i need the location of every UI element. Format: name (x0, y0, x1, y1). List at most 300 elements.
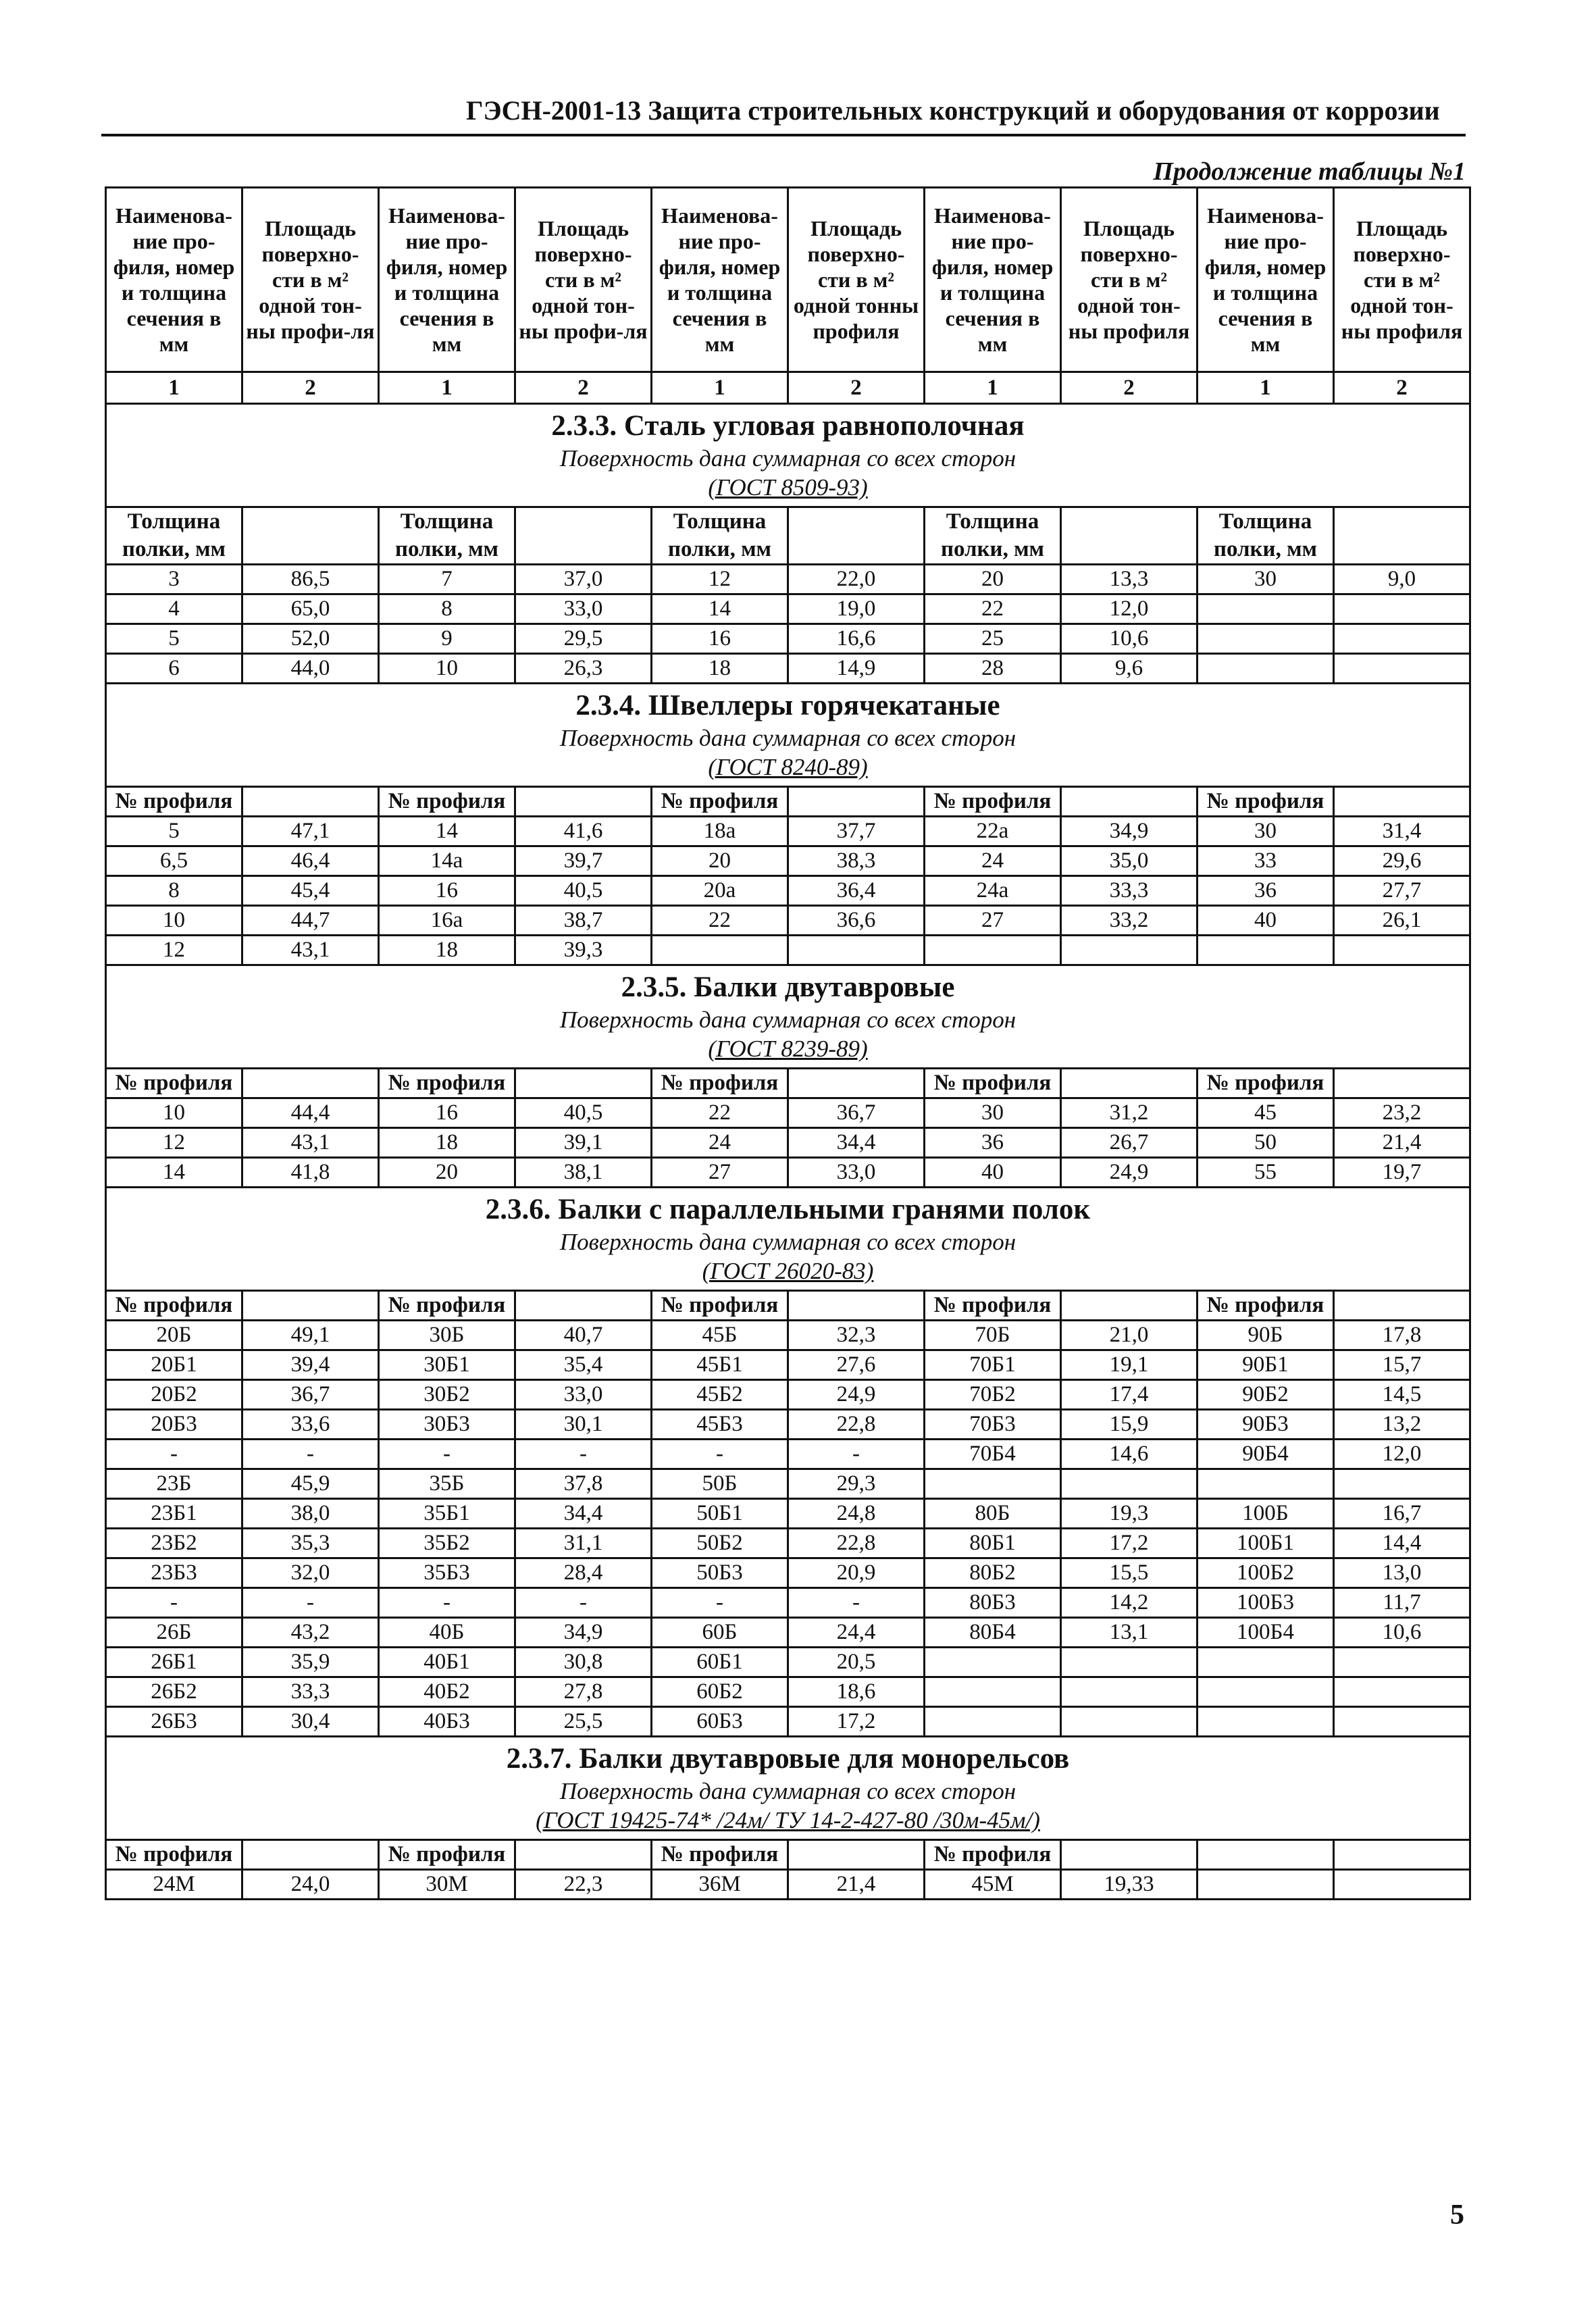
profile-cell: 30Б (379, 1321, 515, 1350)
profile-cell: 3 (106, 565, 242, 594)
label-cell: Толщина полки, мм (379, 507, 515, 565)
area-cell: 21,4 (788, 1870, 925, 1900)
profile-cell: 40Б3 (379, 1707, 515, 1737)
profile-cell: 14 (652, 594, 788, 624)
profile-cell: 18а (652, 817, 788, 846)
profile-cell: 12 (106, 936, 242, 965)
empty-cell (242, 1840, 379, 1870)
profile-cell: 80Б2 (925, 1558, 1061, 1588)
label-cell: № профиля (1198, 1069, 1334, 1098)
empty-cell (1061, 507, 1198, 565)
area-cell: 36,6 (788, 906, 925, 936)
profile-cell: 45Б3 (652, 1410, 788, 1440)
profile-cell: 22а (925, 817, 1061, 846)
area-cell: 45,9 (242, 1469, 379, 1499)
section-gost: (ГОСТ 8509-93) (708, 474, 868, 501)
table-row (106, 876, 1470, 906)
area-cell: 35,9 (242, 1648, 379, 1677)
profile-cell: 100Б (1198, 1499, 1334, 1529)
table-row (106, 1350, 1470, 1380)
empty-cell (788, 1840, 925, 1870)
area-cell: 24,0 (242, 1870, 379, 1900)
profile-cell: 23Б2 (106, 1529, 242, 1558)
area-cell: 29,5 (515, 624, 652, 654)
profile-cell: 40Б2 (379, 1677, 515, 1707)
profile-cell: 45Б1 (652, 1350, 788, 1380)
section-note: Поверхность дана суммарная со всех сторон (559, 1007, 1016, 1033)
profile-cell: 100Б1 (1198, 1529, 1334, 1558)
profile-cell: 27 (652, 1158, 788, 1188)
profile-cell: 23Б (106, 1469, 242, 1499)
section-heading (106, 965, 1470, 1069)
profile-cell: 24 (652, 1128, 788, 1158)
area-cell: 37,0 (515, 565, 652, 594)
profile-cell: 20 (652, 846, 788, 876)
table-row (106, 1499, 1470, 1529)
profile-cell: 4 (106, 594, 242, 624)
profile-cell: - (106, 1440, 242, 1469)
table-header-row (106, 188, 1470, 372)
area-cell: 86,5 (242, 565, 379, 594)
column-header: Наименова-ние про-филя, номер и толщина сечения в мм (652, 188, 788, 372)
section-title: 2.3.5. Балки двутавровые (621, 971, 955, 1003)
area-cell: 19,7 (1334, 1158, 1470, 1188)
area-cell (1334, 1469, 1470, 1499)
label-cell: № профиля (379, 1069, 515, 1098)
profile-cell (1198, 624, 1334, 654)
area-cell (1334, 1677, 1470, 1707)
profile-cell: 5 (106, 817, 242, 846)
area-cell: 21,0 (1061, 1321, 1198, 1350)
empty-cell (515, 507, 652, 565)
area-cell: 38,3 (788, 846, 925, 876)
column-header: Наименова-ние про-филя, номер и толщина сечения в мм (106, 188, 242, 372)
profile-cell: 50Б (652, 1469, 788, 1499)
area-cell (1061, 1648, 1198, 1677)
area-cell: 44,0 (242, 654, 379, 684)
column-number: 1 (106, 372, 242, 404)
table-row (106, 1529, 1470, 1558)
empty-cell (515, 787, 652, 817)
label-cell: № профиля (1198, 1291, 1334, 1321)
area-cell: 43,2 (242, 1618, 379, 1648)
table-row (106, 1707, 1470, 1737)
table-row (106, 565, 1470, 594)
profile-cell (925, 1469, 1061, 1499)
area-cell: 14,6 (1061, 1440, 1198, 1469)
area-cell: 39,3 (515, 936, 652, 965)
profile-cell: 60Б2 (652, 1677, 788, 1707)
profile-cell: 23Б3 (106, 1558, 242, 1588)
table-row (106, 817, 1470, 846)
area-cell: 43,1 (242, 1128, 379, 1158)
profile-cell: 60Б1 (652, 1648, 788, 1677)
profile-cell: 10 (379, 654, 515, 684)
table-row (106, 594, 1470, 624)
label-cell: Толщина полки, мм (652, 507, 788, 565)
area-cell: 25,5 (515, 1707, 652, 1737)
profile-cell: 22 (652, 906, 788, 936)
section-title: 2.3.3. Сталь угловая равнополочная (551, 410, 1025, 442)
area-cell: 36,7 (788, 1098, 925, 1128)
empty-cell (515, 1291, 652, 1321)
column-number: 2 (1061, 372, 1198, 404)
label-cell: № профиля (652, 1840, 788, 1870)
area-cell: 14,4 (1334, 1529, 1470, 1558)
profile-cell: - (652, 1588, 788, 1618)
profile-cell: 90Б (1198, 1321, 1334, 1350)
area-cell: 23,2 (1334, 1098, 1470, 1128)
profile-cell: 26Б3 (106, 1707, 242, 1737)
section-gost: (ГОСТ 8240-89) (708, 754, 868, 780)
area-cell: 21,4 (1334, 1128, 1470, 1158)
label-cell (1198, 1840, 1334, 1870)
column-header: Наименова-ние про-филя, номер и толщина сечения в мм (1198, 188, 1334, 372)
profile-cell: 7 (379, 565, 515, 594)
area-cell (1334, 654, 1470, 684)
table-row (106, 1677, 1470, 1707)
column-number: 2 (1334, 372, 1470, 404)
empty-cell (1061, 1069, 1198, 1098)
table-row (106, 1380, 1470, 1410)
table-continuation-label: Продолжение таблицы №1 (1153, 157, 1466, 186)
column-number-row (106, 372, 1470, 404)
area-cell: 32,0 (242, 1558, 379, 1588)
table-row (106, 1321, 1470, 1350)
header-rule (101, 134, 1466, 136)
profile-cell: 80Б (925, 1499, 1061, 1529)
area-cell: 22,8 (788, 1410, 925, 1440)
area-cell: 40,5 (515, 1098, 652, 1128)
profile-cell: 90Б4 (1198, 1440, 1334, 1469)
area-cell: 44,7 (242, 906, 379, 936)
area-cell: 38,0 (242, 1499, 379, 1529)
area-cell: 40,7 (515, 1321, 652, 1350)
area-cell: 20,9 (788, 1558, 925, 1588)
table-row (106, 906, 1470, 936)
profile-cell (1198, 936, 1334, 965)
profile-cell: 24 (925, 846, 1061, 876)
area-cell: 24,9 (1061, 1158, 1198, 1188)
area-cell: 29,3 (788, 1469, 925, 1499)
profile-cell: 45 (1198, 1098, 1334, 1128)
label-cell: Толщина полки, мм (106, 507, 242, 565)
column-number: 1 (652, 372, 788, 404)
column-header: Наименова-ние про-филя, номер и толщина сечения в мм (925, 188, 1061, 372)
profile-cell: 100Б4 (1198, 1618, 1334, 1648)
empty-cell (788, 1069, 925, 1098)
area-cell: 15,5 (1061, 1558, 1198, 1588)
label-cell: № профиля (925, 1069, 1061, 1098)
profile-cell (1198, 1870, 1334, 1900)
profile-cell: 20 (379, 1158, 515, 1188)
area-cell: 52,0 (242, 624, 379, 654)
profile-cell: 80Б1 (925, 1529, 1061, 1558)
profile-cell: 90Б2 (1198, 1380, 1334, 1410)
profile-cell (1198, 1707, 1334, 1737)
profile-cell: 8 (106, 876, 242, 906)
area-cell: 14,9 (788, 654, 925, 684)
area-cell: 10,6 (1061, 624, 1198, 654)
profile-cell: 80Б4 (925, 1618, 1061, 1648)
column-header: Площадь поверхно-сти в м² одной тон-ны профи-ля (242, 188, 379, 372)
area-cell: 33,6 (242, 1410, 379, 1440)
page-number: 5 (1450, 2200, 1464, 2231)
label-cell: № профиля (379, 1291, 515, 1321)
empty-cell (1061, 1291, 1198, 1321)
column-number: 2 (515, 372, 652, 404)
profile-cell: 45М (925, 1870, 1061, 1900)
column-header: Площадь поверхно-сти в м² одной тон-ны профиля (1061, 188, 1198, 372)
area-cell: 37,8 (515, 1469, 652, 1499)
area-cell: 19,33 (1061, 1870, 1198, 1900)
table-row (106, 1469, 1470, 1499)
profile-cell: 26Б (106, 1618, 242, 1648)
label-row (106, 507, 1470, 565)
area-cell: 33,3 (1061, 876, 1198, 906)
label-cell: № профиля (925, 787, 1061, 817)
section-gost: (ГОСТ 19425-74* /24м/ ТУ 14-2-427-80 /30м-45м/) (536, 1807, 1040, 1833)
area-cell: 41,6 (515, 817, 652, 846)
profile-cell: 20 (925, 565, 1061, 594)
column-header: Площадь поверхно-сти в м² одной тон-ны профи-ля (515, 188, 652, 372)
profile-cell: 28 (925, 654, 1061, 684)
area-cell: 13,3 (1061, 565, 1198, 594)
profile-cell: 35Б2 (379, 1529, 515, 1558)
area-cell: 14,5 (1334, 1380, 1470, 1410)
column-number: 1 (1198, 372, 1334, 404)
table-row (106, 624, 1470, 654)
profile-cell: 30 (1198, 565, 1334, 594)
profile-surface-table (105, 186, 1471, 1900)
profile-cell: 90Б1 (1198, 1350, 1334, 1380)
area-cell: 15,7 (1334, 1350, 1470, 1380)
profile-cell: 20а (652, 876, 788, 906)
profile-cell: 14а (379, 846, 515, 876)
area-cell: 26,7 (1061, 1128, 1198, 1158)
label-cell: № профиля (106, 1069, 242, 1098)
section-note: Поверхность дана суммарная со всех сторон (559, 445, 1016, 472)
area-cell: - (788, 1588, 925, 1618)
profile-cell: 12 (106, 1128, 242, 1158)
area-cell: 29,6 (1334, 846, 1470, 876)
area-cell: 14,2 (1061, 1588, 1198, 1618)
profile-cell: 90Б3 (1198, 1410, 1334, 1440)
table-row (106, 846, 1470, 876)
area-cell (1334, 624, 1470, 654)
area-cell: 22,0 (788, 565, 925, 594)
area-cell: 33,0 (515, 1380, 652, 1410)
profile-cell (925, 936, 1061, 965)
profile-cell: 16 (379, 876, 515, 906)
empty-cell (1061, 787, 1198, 817)
section-title-row (106, 1737, 1470, 1840)
label-cell: № профиля (925, 1291, 1061, 1321)
profile-cell: 45Б (652, 1321, 788, 1350)
area-cell: 27,6 (788, 1350, 925, 1380)
area-cell: 19,0 (788, 594, 925, 624)
table-row (106, 1588, 1470, 1618)
section-title-row (106, 684, 1470, 787)
profile-cell (652, 936, 788, 965)
area-cell: 12,0 (1061, 594, 1198, 624)
area-cell (788, 936, 925, 965)
profile-cell: 50Б1 (652, 1499, 788, 1529)
profile-cell: - (379, 1588, 515, 1618)
area-cell (1061, 1469, 1198, 1499)
area-cell: 34,4 (515, 1499, 652, 1529)
area-cell (1334, 1707, 1470, 1737)
profile-cell: 30Б1 (379, 1350, 515, 1380)
profile-cell: 10 (106, 1098, 242, 1128)
profile-cell: 20Б2 (106, 1380, 242, 1410)
empty-cell (1061, 1840, 1198, 1870)
area-cell: 44,4 (242, 1098, 379, 1128)
profile-cell: 20Б1 (106, 1350, 242, 1380)
profile-cell: 16 (652, 624, 788, 654)
area-cell: 16,7 (1334, 1499, 1470, 1529)
area-cell: 9,6 (1061, 654, 1198, 684)
area-cell: 17,2 (788, 1707, 925, 1737)
area-cell: - (242, 1588, 379, 1618)
area-cell: 30,8 (515, 1648, 652, 1677)
profile-cell: 80Б3 (925, 1588, 1061, 1618)
area-cell: 24,8 (788, 1499, 925, 1529)
area-cell: 26,1 (1334, 906, 1470, 936)
profile-cell: 36 (925, 1128, 1061, 1158)
empty-cell (1334, 1840, 1470, 1870)
area-cell: 40,5 (515, 876, 652, 906)
profile-cell: 35Б (379, 1469, 515, 1499)
table-row (106, 1440, 1470, 1469)
area-cell: 17,4 (1061, 1380, 1198, 1410)
label-cell: Толщина полки, мм (925, 507, 1061, 565)
profile-cell: 50 (1198, 1128, 1334, 1158)
profile-cell: 9 (379, 624, 515, 654)
section-heading (106, 1737, 1470, 1840)
profile-cell: 60Б (652, 1618, 788, 1648)
area-cell: 13,1 (1061, 1618, 1198, 1648)
area-cell: 47,1 (242, 817, 379, 846)
label-cell: № профиля (652, 1291, 788, 1321)
profile-cell: 20Б (106, 1321, 242, 1350)
area-cell: 37,7 (788, 817, 925, 846)
section-gost: (ГОСТ 26020-83) (702, 1258, 874, 1284)
area-cell: 36,7 (242, 1380, 379, 1410)
empty-cell (515, 1840, 652, 1870)
area-cell: 43,1 (242, 936, 379, 965)
profile-cell: 25 (925, 624, 1061, 654)
area-cell: 24,9 (788, 1380, 925, 1410)
area-cell: 45,4 (242, 876, 379, 906)
profile-cell: 70Б (925, 1321, 1061, 1350)
area-cell (1061, 936, 1198, 965)
profile-cell: 27 (925, 906, 1061, 936)
profile-cell: 35Б3 (379, 1558, 515, 1588)
section-title-row (106, 965, 1470, 1069)
section-title: 2.3.7. Балки двутавровые для монорельсов (506, 1743, 1070, 1775)
profile-cell: 30 (925, 1098, 1061, 1128)
area-cell: 16,6 (788, 624, 925, 654)
profile-cell: 36М (652, 1870, 788, 1900)
column-header: Площадь поверхно-сти в м² одной тонны профиля (788, 188, 925, 372)
empty-cell (1334, 1069, 1470, 1098)
profile-cell: 30 (1198, 817, 1334, 846)
table-row (106, 1128, 1470, 1158)
profile-cell: - (106, 1588, 242, 1618)
area-cell: 13,2 (1334, 1410, 1470, 1440)
profile-cell: 60Б3 (652, 1707, 788, 1737)
profile-cell (1198, 654, 1334, 684)
empty-cell (1334, 507, 1470, 565)
table-row (106, 1158, 1470, 1188)
area-cell: 35,3 (242, 1529, 379, 1558)
profile-cell: 12 (652, 565, 788, 594)
area-cell: 27,8 (515, 1677, 652, 1707)
profile-cell (1198, 594, 1334, 624)
profile-cell: 45Б2 (652, 1380, 788, 1410)
empty-cell (788, 507, 925, 565)
area-cell (1061, 1707, 1198, 1737)
area-cell (1334, 1648, 1470, 1677)
profile-cell: 35Б1 (379, 1499, 515, 1529)
area-cell (1334, 1870, 1470, 1900)
area-cell: 34,9 (515, 1618, 652, 1648)
area-cell: - (788, 1440, 925, 1469)
profile-cell: 18 (379, 1128, 515, 1158)
label-cell: № профиля (379, 1840, 515, 1870)
empty-cell (1334, 787, 1470, 817)
area-cell: 33,0 (788, 1158, 925, 1188)
table-row (106, 1410, 1470, 1440)
label-cell: Толщина полки, мм (1198, 507, 1334, 565)
profile-cell (925, 1648, 1061, 1677)
area-cell: 34,9 (1061, 817, 1198, 846)
area-cell: 33,0 (515, 594, 652, 624)
profile-cell: 6,5 (106, 846, 242, 876)
area-cell: 28,4 (515, 1558, 652, 1588)
area-cell: 31,1 (515, 1529, 652, 1558)
profile-cell: 70Б3 (925, 1410, 1061, 1440)
table-row (106, 1558, 1470, 1588)
profile-cell: 10 (106, 906, 242, 936)
profile-cell (1198, 1677, 1334, 1707)
table-row (106, 1648, 1470, 1677)
area-cell: 18,6 (788, 1677, 925, 1707)
profile-cell: 24а (925, 876, 1061, 906)
area-cell (1061, 1677, 1198, 1707)
area-cell: 19,3 (1061, 1499, 1198, 1529)
profile-cell (925, 1707, 1061, 1737)
column-number: 2 (788, 372, 925, 404)
empty-cell (1334, 1291, 1470, 1321)
area-cell: 17,2 (1061, 1529, 1198, 1558)
area-cell: 13,0 (1334, 1558, 1470, 1588)
section-note: Поверхность дана суммарная со всех сторон (559, 725, 1016, 751)
section-title: 2.3.4. Швеллеры горячекатаные (575, 690, 1000, 721)
empty-cell (242, 507, 379, 565)
profile-cell: 5 (106, 624, 242, 654)
section-note: Поверхность дана суммарная со всех сторон (559, 1778, 1016, 1804)
profile-cell: 16 (379, 1098, 515, 1128)
area-cell: 65,0 (242, 594, 379, 624)
area-cell: 24,4 (788, 1618, 925, 1648)
column-header: Наименова-ние про-филя, номер и толщина сечения в мм (379, 188, 515, 372)
label-cell: № профиля (106, 1291, 242, 1321)
area-cell: 22,3 (515, 1870, 652, 1900)
label-row (106, 1840, 1470, 1870)
table-row (106, 1870, 1470, 1900)
